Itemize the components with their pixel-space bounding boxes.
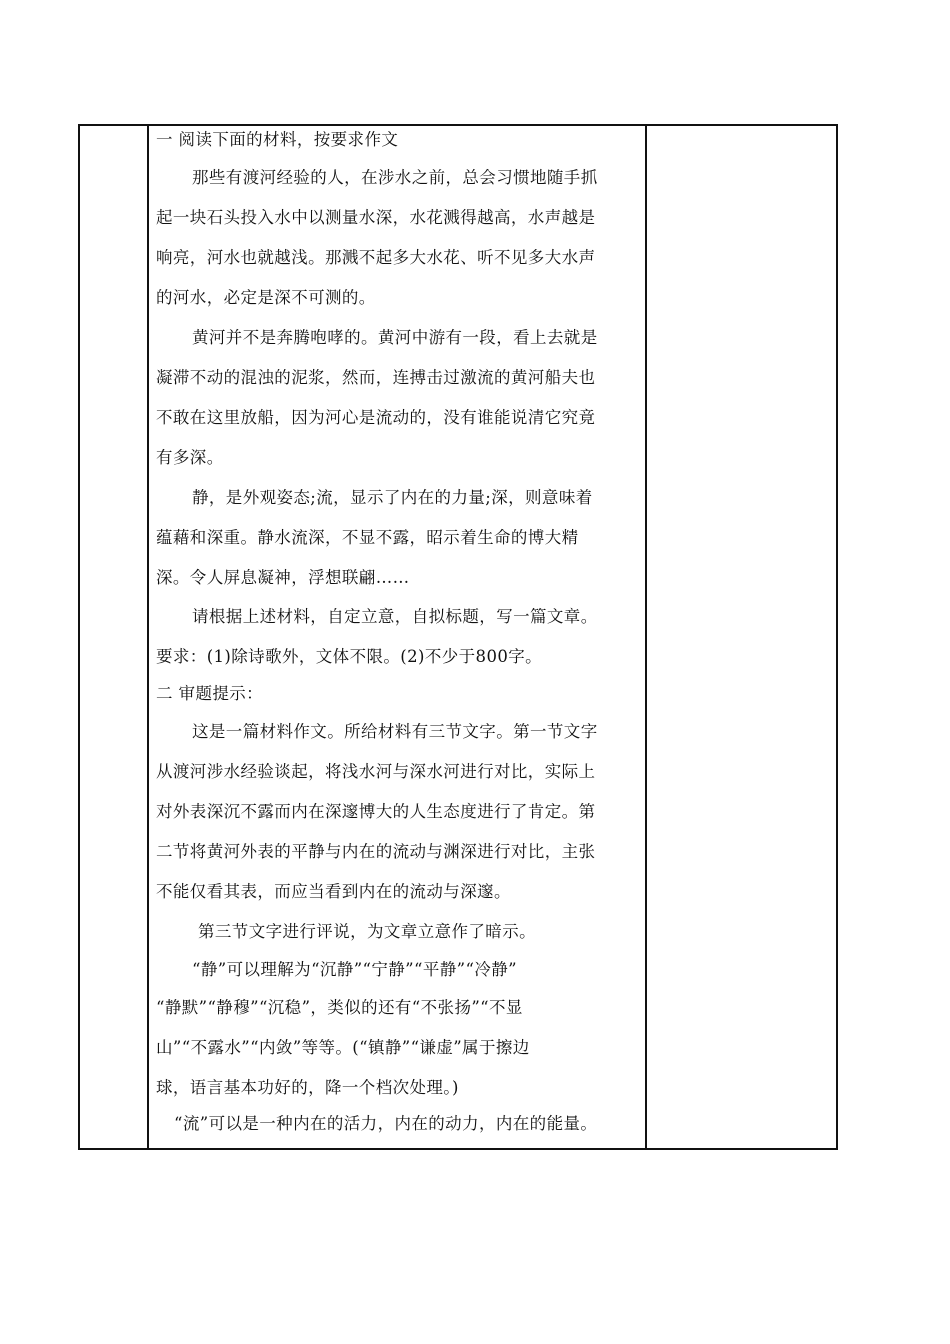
hints-p3-line3: 山”“不露水”“内敛”等等。(“镇静”“谦虚”属于擦边: [156, 1038, 530, 1057]
material-p1-line2: 起一块石头投入水中以测量水深，水花溅得越高，水声越是: [156, 208, 596, 227]
material-p3-line3: 深。令人屏息凝神，浮想联翩……: [156, 568, 410, 587]
material-p2-line2: 凝滞不动的混浊的泥浆，然而，连搏击过激流的黄河船夫也: [156, 368, 596, 387]
hints-p4-line1: “流”可以是一种内在的活力，内在的动力，内在的能量。: [174, 1114, 598, 1133]
material-p1-line4: 的河水，必定是深不可测的。: [156, 288, 376, 307]
hints-p3-line2: “静默”“静穆”“沉稳”，类似的还有“不张扬”“不显: [156, 998, 523, 1017]
hints-p3-line4: 球，语言基本功好的，降一个档次处理。): [156, 1078, 459, 1097]
material-p4-line1: 请根据上述材料，自定立意，自拟标题，写一篇文章。: [192, 607, 598, 626]
hints-p1-line1: 这是一篇材料作文。所给材料有三节文字。第一节文字: [192, 722, 598, 741]
section-one-heading: 一 阅读下面的材料，按要求作文: [156, 130, 399, 149]
material-p2-line4: 有多深。: [156, 448, 224, 467]
hints-p1-line5: 不能仅看其表，而应当看到内在的流动与深邃。: [156, 882, 511, 901]
hints-p1-line3: 对外表深沉不露而内在深邃博大的人生态度进行了肯定。第: [156, 802, 596, 821]
hints-p2-line1: 第三节文字进行评说，为文章立意作了暗示。: [198, 922, 536, 941]
material-p3-line2: 蕴藉和深重。静水流深，不显不露，昭示着生命的博大精: [156, 528, 579, 547]
section-two-heading: 二 审题提示：: [156, 684, 264, 703]
table-divider-left: [147, 126, 149, 1148]
material-p1-line3: 响亮，河水也就越浅。那溅不起多大水花、听不见多大水声: [156, 248, 596, 267]
hints-p1-line2: 从渡河涉水经验谈起，将浅水河与深水河进行对比，实际上: [156, 762, 596, 781]
material-p2-line1: 黄河并不是奔腾咆哮的。黄河中游有一段，看上去就是: [192, 328, 598, 347]
material-p2-line3: 不敢在这里放船，因为河心是流动的，没有谁能说清它究竟: [156, 408, 596, 427]
material-p1-line1: 那些有渡河经验的人，在涉水之前，总会习惯地随手抓: [192, 168, 598, 187]
table-divider-right: [645, 126, 647, 1148]
hints-p1-line4: 二节将黄河外表的平静与内在的流动与渊深进行对比，主张: [156, 842, 596, 861]
document-table: [78, 124, 838, 1150]
material-p3-line1: 静，是外观姿态;流，显示了内在的力量;深，则意味着: [192, 488, 593, 507]
hints-p3-line1: “静”可以理解为“沉静”“宁静”“平静”“冷静”: [192, 960, 517, 979]
material-p4-line2: 要求：(1)除诗歌外，文体不限。(2)不少于800字。: [156, 647, 543, 666]
